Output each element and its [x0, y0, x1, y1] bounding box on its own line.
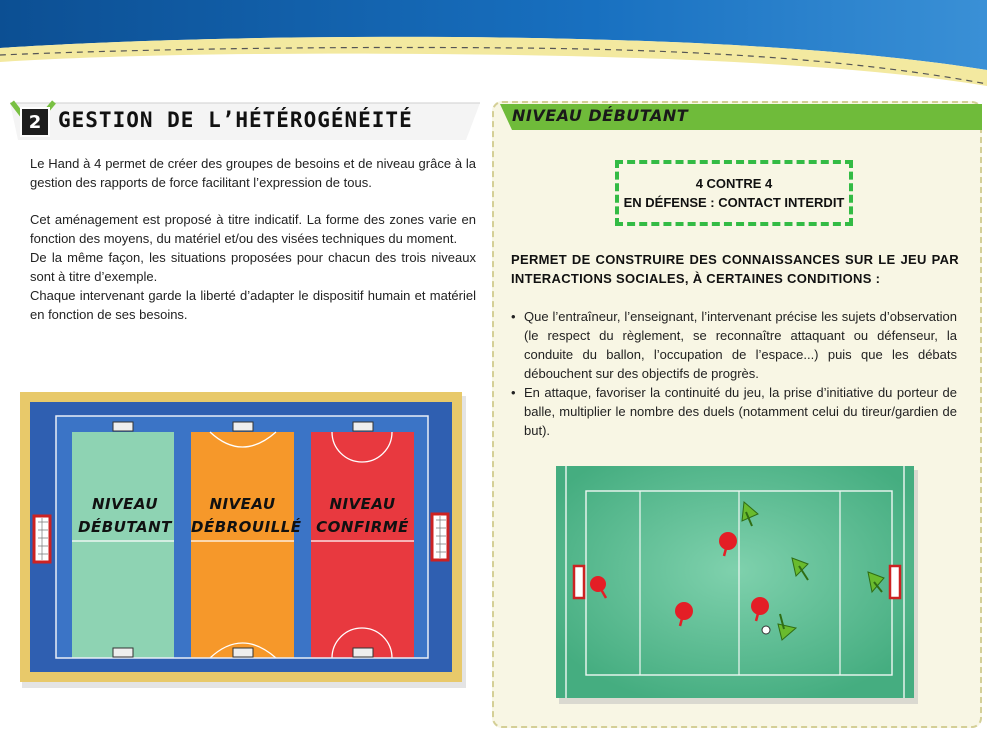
goal-right: [890, 566, 900, 598]
list-item: • Que l’entraîneur, l’enseignant, l’intervenant précise les sujets d’observation (le respect du règlement, se reconnaître attaquant ou défenseur, la conduite du ballon, l’occupation de l’espace...) puis que les débats débouchent sur des objectifs de progrès.: [511, 307, 957, 383]
rule-box: [615, 160, 853, 226]
paragraph-indicatif: Cet aménagement est proposé à titre indicatif. La forme des zones varie en fonction des moyens, du matériel et/ou des visées techniques du moment.: [30, 212, 476, 246]
rule-line-1: 4 CONTRE 4: [695, 176, 773, 191]
niveau-header-title: NIVEAU DÉBUTANT: [512, 106, 689, 125]
zone-label-debutant: NIVEAU DÉBUTANT: [78, 495, 172, 536]
top-banner: [0, 0, 987, 100]
goal-bottom-2: [233, 648, 253, 657]
left-body-text: [30, 154, 476, 324]
small-court-surface: [556, 466, 914, 698]
zone-label-debrouille: NIVEAU DÉBROUILLÉ: [191, 495, 302, 536]
ball: [762, 626, 770, 634]
debutant-court-diagram: [556, 466, 918, 704]
goal-top-2: [233, 422, 253, 431]
paragraph-intro: Le Hand à 4 permet de créer des groupes de besoins et de niveau grâce à la gestion des rapports de force facilitant l’expression de tous.: [30, 156, 476, 190]
goal-top-1: [113, 422, 133, 431]
goal-bottom-3: [353, 648, 373, 657]
rule-line-2: EN DÉFENSE : CONTACT INTERDIT: [623, 195, 845, 210]
section-title: GESTION DE L’HÉTÉROGÉNÉITÉ: [58, 108, 413, 132]
zone-label-confirme: NIVEAU CONFIRMÉ: [316, 495, 409, 536]
list-item: • En attaque, favoriser la continuité du jeu, la prise d’initiative du porteur de balle, multiplier le nombre des duels (notamment celui du tireur/gardien de but).: [511, 383, 957, 440]
goal-bottom-1: [113, 648, 133, 657]
zone-debutant: [72, 432, 174, 658]
goal-left: [574, 566, 584, 598]
conditions-heading: PERMET DE CONSTRUIRE DES CONNAISSANCES SUR LE JEU PAR INTERACTIONS SOCIALES, À CERTAINES CONDITIONS :: [511, 252, 959, 286]
conditions-list: [511, 307, 957, 440]
paragraph-liberte: Chaque intervenant garde la liberté d’adapter le dispositif humain et matériel en fonction de ses besoins.: [30, 288, 476, 322]
zone-confirme: [311, 432, 414, 658]
goal-top-3: [353, 422, 373, 431]
section-number-badge: 2: [20, 107, 50, 137]
paragraph-exemple: De la même façon, les situations proposées pour chacun des trois niveaux sont à titre d’exemple.: [30, 250, 476, 284]
levels-court-diagram: [20, 392, 466, 688]
zone-debrouille: [191, 432, 302, 658]
